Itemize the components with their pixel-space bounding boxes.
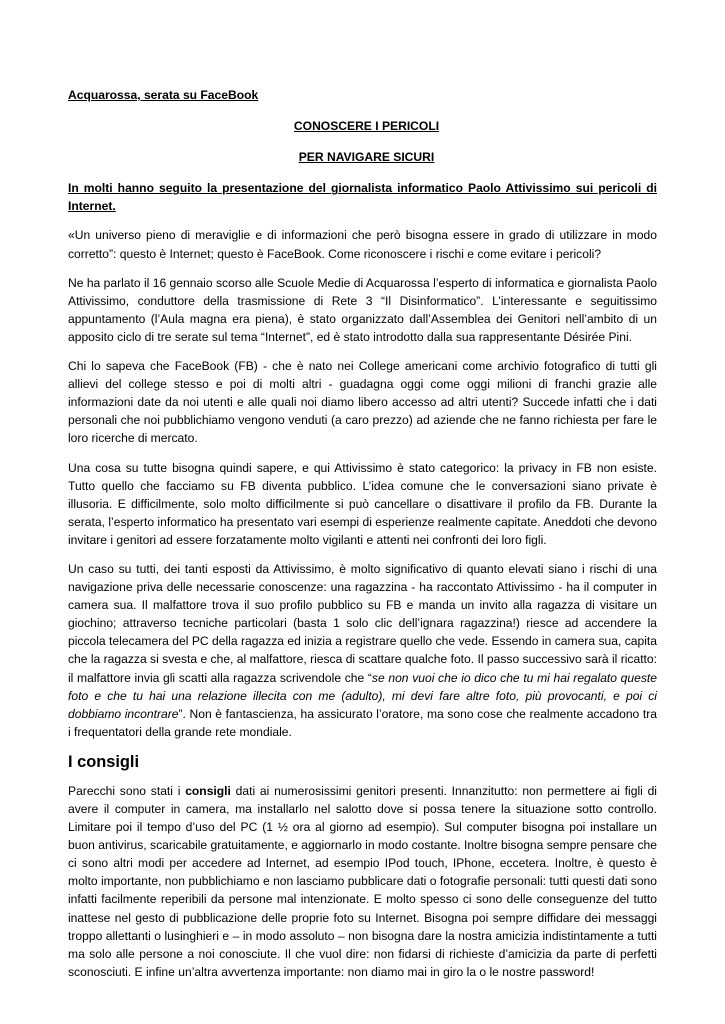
advice-text-rest: dati ai numerosissimi genitori presenti. Innanzitutto: non permettere ai figli di avere il computer in camera, ma installarlo nel salotto dove si possa tenere la situazione sotto controllo. Limitare poi il tempo d’uso del PC (1 ½ ora al giorno ad esempio). Sul computer bisogna poi installare un buon antivirus, scaricabile gratuitamente, e aggiornarlo in modo costante. Inoltre bisogna sempre pensare che ci sono altri modi per accedere ad Internet, ad esempio IPod touch, IPhone, eccetera. Inoltre, è questo è molto importante, non pubblichiamo e non lasciamo pubblicare dati o fotografie personali: tutti questi dati sono infatti facilmente reperibili da persone mal intenzionate. E molto spesso ci sono delle conseguenze del tutto inattese nel gesto di pubblicazione delle proprie foto su Internet. Bisogna poi sempre diffidare dei messaggi troppo allettanti o lusinghieri e – in modo assoluto – non bisogna dare la nostra amicizia indistintamente a tutti ma solo alle persone a noi conosciute. Il che vuol dire: non fidarsi di richieste d’amicizia da parte di perfetti sconosciuti. E infine un’altra avvertenza importante: non diamo mai in giro la o le nostre password!	[68, 783, 657, 979]
paragraph-event: Ne ha parlato il 16 gennaio scorso alle Scuole Medie di Acquarossa l’esperto di informatica e giornalista Paolo Attivissimo, conduttore della trasmissione di Rete 3 “Il Disinformatico”. L’interessante e seguitissimo appuntamento (l’Aula magna era piena), è stato organizzato dall’Assemblea dei Genitori nell’ambito di un apposito ciclo di tre serate sul tema “Internet”, ed è stato introdotto dalla sua rappresentante Désirée Pini.	[68, 275, 657, 344]
article-lead: In molti hanno seguito la presentazione del giornalista informatico Paolo Attivissimo sui pericoli di Internet.	[68, 181, 657, 214]
paragraph-case-study	[68, 560, 657, 741]
article-title-line-2: PER NAVIGARE SICURI	[298, 150, 435, 165]
paragraph-privacy: Una cosa su tutte bisogna quindi sapere, e qui Attivissimo è stato categorico: la privacy in FB non esiste. Tutto quello che facciamo su FB diventa pubblico. L’idea comune che le conversazioni siano private è illusoria. E difficilmente, solo molto difficilmente si può cancellare o disattivare il profilo da FB. Durante la serata, l’esperto informatico ha presentato vari esempi di esperienze realmente capitate. Aneddoti che devono invitare i genitori ad essere forzatamente molto vigilanti e attenti nei confronti dei loro figli.	[68, 460, 657, 547]
section-heading-consigli: I consigli	[68, 752, 140, 771]
paragraph-facebook-data: Chi lo sapeva che FaceBook (FB) - che è nato nei College americani come archivio fotografico di tutti gli allievi del college stesso e poi di molti altri - guadagna oggi come oggi milioni di franchi grazie alle informazioni date da noi utenti e alle quali noi diamo libero accesso ad altri utenti? Succede infatti che i dati personali che noi pubblichiamo vengono venduti (a caro prezzo) ad aziende che ne fanno richiesta per fare le loro ricerche di mercato.	[68, 359, 657, 446]
article-kicker: Acquarossa, serata su FaceBook	[68, 88, 259, 102]
case-study-quote: se non vuoi che io dico che tu mi hai regalato queste foto e che tu hai una relazione illecita con me (adulto), mi devi fare altre foto, più provocanti, e poi ci dobbiamo incontrare	[68, 670, 657, 721]
paragraph-advice	[68, 782, 657, 981]
paragraph-intro-quote: «Un universo pieno di meraviglie e di informazioni che però bisogna essere in grado di utilizzare in modo corretto”: questo è Internet; questo è FaceBook. Come riconoscere i rischi e come evitare i pericoli?	[68, 228, 657, 261]
advice-bold-word: consigli	[185, 783, 231, 798]
advice-text-start: Parecchi sono stati i	[68, 783, 186, 798]
article-title-line-1: CONOSCERE I PERICOLI	[293, 119, 440, 134]
document-page	[68, 86, 657, 992]
case-study-text-end: ”. Non è fantascienza, ha assicurato l’oratore, ma sono cose che realmente accadono tra i frequentatori della grande rete mondiale.	[68, 706, 657, 739]
case-study-text-start: Un caso su tutti, dei tanti esposti da Attivissimo, è molto significativo di quanto elevati siano i rischi di una navigazione priva delle necessarie conoscenze: una ragazzina - ha raccontato Attivissimo - ha il computer in camera sua. Il malfattore trova il suo profilo pubblico su FB e manda un invito alla ragazza di visitare un giochino; attraverso tecniche particolari (basta 1 solo clic dell’ignara ragazzina!) riesce ad accendere la piccola telecamera del PC della ragazza ed inizia a registrare quello che vede. Essendo in camera sua, capita che la ragazza si svesta e che, al malfattore, riesca di scattare qualche foto. Il passo successivo sarà il ricatto: il malfattore invia gli scatti alla ragazza scrivendole che “	[68, 561, 657, 685]
